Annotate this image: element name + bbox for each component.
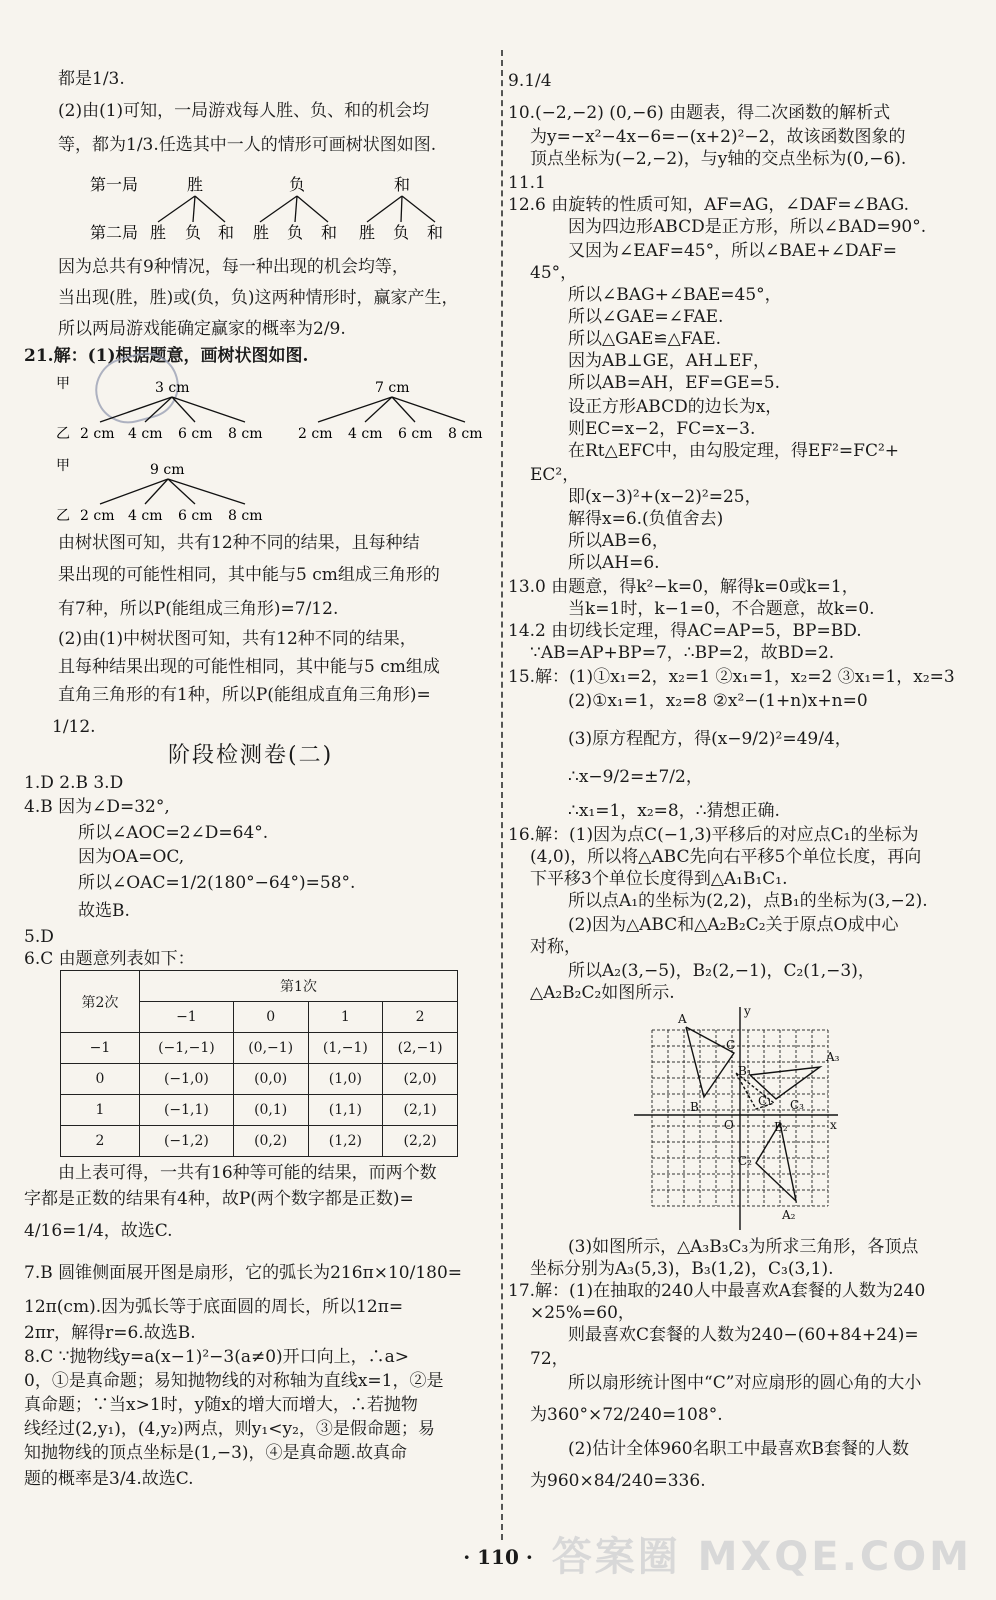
tree-label-round2: 第二局 xyxy=(90,223,139,242)
tree-leaf: 4 cm xyxy=(128,508,163,524)
answer-line: 72， xyxy=(530,1349,569,1369)
graph-label: x xyxy=(830,1118,837,1132)
graph-label: C xyxy=(726,1038,736,1052)
answer-line: ×25%=60， xyxy=(530,1303,635,1323)
watermark: 答案圈 MXQE.COM xyxy=(551,1534,972,1580)
table-cell: (−1,0) xyxy=(140,1064,234,1095)
table-cell: (1,1) xyxy=(308,1095,383,1126)
tree-leaf: 6 cm xyxy=(398,426,433,442)
answer-line: 因为四边形ABCD是正方形，所以∠BAD=90°. xyxy=(568,217,927,237)
table-cell: (0,−1) xyxy=(233,1033,308,1064)
text-line: 由树状图可知，共有12种不同的结果，且每种结 xyxy=(58,533,420,553)
answer-line: 12π(cm).因为弧长等于底面圆的周长，所以12π= xyxy=(24,1297,404,1317)
table-row xyxy=(61,1033,458,1064)
text-line: 直角三角形的有1种，所以P(能组成直角三角形)= xyxy=(58,685,431,705)
answer-line: 为360°×72/240=108°. xyxy=(530,1405,723,1425)
tree-node: 3 cm xyxy=(155,380,190,396)
answer-line: 9.1/4 xyxy=(508,71,552,91)
tree-diagram-1 xyxy=(85,172,485,250)
tree-node: 9 cm xyxy=(150,462,185,478)
answer-line: 下平移3个单位长度得到△A₁B₁C₁. xyxy=(530,869,788,889)
graph-label: C₂ xyxy=(738,1154,752,1168)
table-cell: (1,−1) xyxy=(308,1033,383,1064)
answer-line: 0，①是真命题；易知抛物线的对称轴为直线x=1，②是 xyxy=(24,1371,444,1391)
tree-leaf: 8 cm xyxy=(448,426,483,442)
table-cell: (0,2) xyxy=(233,1126,308,1157)
answer-line: 又因为∠EAF=45°，所以∠BAE+∠DAF= xyxy=(568,241,897,261)
text-line: 当出现(胜，胜)或(负，负)这两种情形时，赢家产生， xyxy=(58,288,459,308)
table-col-head: 0 xyxy=(233,1002,308,1033)
answer-line: 由上表可得，一共有16种等可能的结果，而两个数 xyxy=(58,1163,437,1183)
answer-line: ∴x−9/2=±7/2， xyxy=(568,767,703,787)
tree-node: 胜 xyxy=(187,175,204,194)
graph-label: B xyxy=(690,1100,699,1114)
table-cell: (0,0) xyxy=(233,1064,308,1095)
answer-line: 2πr，解得r=6.故选B. xyxy=(24,1323,196,1343)
answer-line: 所以∠GAE=∠FAE. xyxy=(568,307,724,327)
answer-line: 即(x−3)²+(x−2)²=25， xyxy=(568,487,762,507)
answer-line: 13.0 由题意，得k²−k=0，解得k=0或k=1， xyxy=(508,577,859,597)
tree-leaf: 8 cm xyxy=(228,508,263,524)
answer-line: 11.1 xyxy=(508,173,546,193)
answer-line: 顶点坐标为(−2,−2)，与y轴的交点坐标为(0,−6). xyxy=(530,149,907,169)
answer-line: 因为OA=OC, xyxy=(78,847,185,867)
column-divider xyxy=(501,50,503,1540)
text-line: 所以两局游戏能确定赢家的概率为2/9. xyxy=(58,319,346,339)
table-cell: (2,2) xyxy=(383,1126,458,1157)
table-row xyxy=(61,1064,458,1095)
answer-line: 所以A₂(3,−5)，B₂(2,−1)，C₂(1,−3)， xyxy=(568,961,875,981)
answer-line: 所以AB=6， xyxy=(568,531,669,551)
table-cell: 2 xyxy=(61,1126,140,1157)
answer-line: 所以∠OAC=1/2(180°−64°)=58°. xyxy=(78,873,356,893)
table-header-col: 第1次 xyxy=(140,971,458,1002)
tree-leaf: 负 xyxy=(185,223,202,242)
tree-label-jia: 甲 xyxy=(56,376,70,392)
answer-line: 5.D xyxy=(24,927,54,947)
text-line: 且每种结果出现的可能性相同，其中能与5 cm组成 xyxy=(58,657,440,677)
table-cell: (−1,2) xyxy=(140,1126,234,1157)
tree-label-jia: 甲 xyxy=(56,458,70,474)
tree-leaf: 8 cm xyxy=(228,426,263,442)
answer-line: 知抛物线的顶点坐标是(1,−3)，④是真命题.故真命 xyxy=(24,1443,407,1463)
answer-line: 为y=−x²−4x−6=−(x+2)²−2，故该函数图象的 xyxy=(530,127,906,147)
answer-line: 所以∠AOC=2∠D=64°. xyxy=(78,823,269,843)
table-cell: (−1,−1) xyxy=(140,1033,234,1064)
tree-leaf: 和 xyxy=(218,223,235,242)
table-col-head: −1 xyxy=(140,1002,234,1033)
answer-line: 坐标分别为A₃(5,3)，B₃(1,2)，C₃(3,1). xyxy=(530,1259,834,1279)
tree-leaf: 和 xyxy=(321,223,338,242)
tree-leaf: 4 cm xyxy=(348,426,383,442)
answer-line: 对称， xyxy=(530,937,581,957)
graph-label: O xyxy=(724,1118,734,1132)
answer-line: (4,0)，所以将△ABC先向右平移5个单位长度，再向 xyxy=(530,847,922,867)
answer-line: 8.C ∵抛物线y=a(x−1)²−3(a≠0)开口向上，∴a> xyxy=(24,1347,410,1367)
tree-leaf: 2 cm xyxy=(298,426,333,442)
tree-leaf: 6 cm xyxy=(178,508,213,524)
text-line: 有7种，所以P(能组成三角形)=7/12. xyxy=(58,599,339,619)
tree-leaf: 胜 xyxy=(359,223,376,242)
tree-leaf: 负 xyxy=(287,223,304,242)
answer-line: (2)估计全体960名职工中最喜欢B套餐的人数 xyxy=(568,1439,910,1459)
answer-line: 1.D 2.B 3.D xyxy=(24,773,124,793)
answer-line: 7.B 圆锥侧面展开图是扇形，它的弧长为216π×10/180= xyxy=(24,1263,463,1283)
answer-line: 16.解：(1)因为点C(−1,3)平移后的对应点C₁的坐标为 xyxy=(508,825,919,845)
table-col-head: 2 xyxy=(383,1002,458,1033)
table-row xyxy=(61,1095,458,1126)
text-line: 因为总共有9种情况，每一种出现的机会均等， xyxy=(58,257,409,277)
graph-label: A₃ xyxy=(826,1050,840,1064)
graph-label: A xyxy=(678,1012,687,1026)
answer-line: 所以AB=AH，EF=GE=5. xyxy=(568,373,781,393)
tree-node: 和 xyxy=(394,175,411,194)
text-line: (2)由(1)中树状图可知，共有12种不同的结果， xyxy=(58,629,417,649)
answer-line: 线经过(2,y₁)，(4,y₂)两点，则y₁<y₂，③是假命题；易 xyxy=(24,1419,435,1439)
table-cell: 1 xyxy=(61,1095,140,1126)
answer-line: (3)原方程配方，得(x−9/2)²=49/4， xyxy=(568,729,852,749)
table-cell: (1,0) xyxy=(308,1064,383,1095)
table-col-head: 1 xyxy=(308,1002,383,1033)
section-title: 阶段检测卷(二) xyxy=(168,743,334,768)
answer-line: 题的概率是3/4.故选C. xyxy=(24,1469,194,1489)
tree-label-yi: 乙 xyxy=(56,426,70,442)
answer-line: △A₂B₂C₂如图所示. xyxy=(530,983,675,1003)
table-cell: (2,1) xyxy=(383,1095,458,1126)
graph-label: B₂ xyxy=(774,1120,788,1134)
answer-line: 17.解：(1)在抽取的240人中最喜欢A套餐的人数为240 xyxy=(508,1281,926,1301)
answer-line: 字都是正数的结果有4种，故P(两个数字都是正数)= xyxy=(24,1189,414,1209)
answer-line: EC²， xyxy=(530,465,580,485)
tree-leaf: 胜 xyxy=(253,223,270,242)
answer-line: 所以∠BAG+∠BAE=45°， xyxy=(568,285,782,305)
tree-label-round1: 第一局 xyxy=(90,175,139,194)
answer-line: 4.B 因为∠D=32°, xyxy=(24,797,170,817)
table-cell: (2,−1) xyxy=(383,1033,458,1064)
answer-line: 解得x=6.(负值舍去) xyxy=(568,509,724,529)
text-line: 果出现的可能性相同，其中能与5 cm组成三角形的 xyxy=(58,565,440,585)
table-cell: (0,1) xyxy=(233,1095,308,1126)
answer-line: 则最喜欢C套餐的人数为240−(60+84+24)= xyxy=(568,1325,919,1345)
tree-leaf: 2 cm xyxy=(80,426,115,442)
tree-leaf: 负 xyxy=(393,223,410,242)
page-number: · 110 · xyxy=(463,1545,533,1569)
coordinate-graph xyxy=(630,1005,850,1230)
answer-line: (3)如图所示，△A₃B₃C₃为所求三角形，各顶点 xyxy=(568,1237,919,1257)
text-line: 等，都为1/3.任选其中一人的情形可画树状图如图. xyxy=(58,135,437,155)
tree-node: 7 cm xyxy=(375,380,410,396)
table-header-row: 第2次 xyxy=(61,971,140,1033)
answer-line: 真命题；∵当x>1时，y随x的增大而增大，∴若抛物 xyxy=(24,1395,418,1415)
graph-label: y xyxy=(744,1005,751,1018)
text-line: (2)由(1)可知，一局游戏每人胜、负、和的机会均 xyxy=(58,101,430,121)
probability-table xyxy=(60,970,458,1157)
graph-label: C₃ xyxy=(790,1098,804,1112)
answer-line: (2)因为△ABC和△A₂B₂C₂关于原点O成中心 xyxy=(568,915,899,935)
answer-line: 所以点A₁的坐标为(2,2)，点B₁的坐标为(3,−2). xyxy=(568,891,928,911)
answer-line: 14.2 由切线长定理，得AC=AP=5，BP=BD. xyxy=(508,621,862,641)
table-cell: 0 xyxy=(61,1064,140,1095)
answer-line: (2)①x₁=1，x₂=8 ②x²−(1+n)x+n=0 xyxy=(568,691,868,711)
answer-line: 15.解：(1)①x₁=2，x₂=1 ②x₁=1，x₂=2 ③x₁=1，x₂=3 xyxy=(508,667,955,687)
tree-leaf: 2 cm xyxy=(80,508,115,524)
answer-line: 所以扇形统计图中“C”对应扇形的圆心角的大小 xyxy=(568,1373,922,1393)
answer-line: ∴x₁=1，x₂=8，∴猜想正确. xyxy=(568,801,780,821)
answer-line: 故选B. xyxy=(78,901,130,921)
answer-line: 12.6 由旋转的性质可知，AF=AG，∠DAF=∠BAG. xyxy=(508,195,910,215)
table-cell: (2,0) xyxy=(383,1064,458,1095)
answer-line: 则EC=x−2，FC=x−3. xyxy=(568,419,756,439)
answer-line: 在Rt△EFC中，由勾股定理，得EF²=FC²+ xyxy=(568,441,900,461)
graph-label: C₁ xyxy=(758,1094,772,1108)
table-cell: (1,2) xyxy=(308,1126,383,1157)
answer-line: ∵AB=AP+BP=7，∴BP=2，故BD=2. xyxy=(530,643,835,663)
graph-label: B₁ xyxy=(738,1064,752,1078)
text-line: 1/12. xyxy=(52,717,96,737)
tree-leaf: 和 xyxy=(427,223,444,242)
text-line: 都是1/3. xyxy=(58,69,125,89)
answer-line: 当k=1时，k−1=0，不合题意，故k=0. xyxy=(568,599,875,619)
answer-line: 所以△GAE≌△FAE. xyxy=(568,329,722,349)
table-cell: −1 xyxy=(61,1033,140,1064)
tree-node: 负 xyxy=(289,175,306,194)
answer-line: 为960×84/240=336. xyxy=(530,1471,706,1491)
answer-line: 因为AB⊥GE，AH⊥EF， xyxy=(568,351,771,371)
tree-diagram-2 xyxy=(50,372,490,527)
table-row xyxy=(61,1126,458,1157)
answer-line: 10.(−2,−2) (0,−6) 由题表，得二次函数的解析式 xyxy=(508,103,891,123)
tree-leaf: 胜 xyxy=(150,223,167,242)
tree-leaf: 4 cm xyxy=(128,426,163,442)
graph-label: A₂ xyxy=(782,1208,796,1222)
answer-line: 设正方形ABCD的边长为x， xyxy=(568,397,783,417)
tree-label-yi: 乙 xyxy=(56,508,70,524)
answer-line: 所以AH=6. xyxy=(568,553,660,573)
question-21: 21.解：(1)根据题意，画树状图如图. xyxy=(24,346,309,366)
tree-leaf: 6 cm xyxy=(178,426,213,442)
answer-line: 4/16=1/4，故选C. xyxy=(24,1221,173,1241)
answer-line: 6.C 由题意列表如下： xyxy=(24,949,195,969)
table-cell: (−1,1) xyxy=(140,1095,234,1126)
answer-line: 45°， xyxy=(530,263,578,283)
